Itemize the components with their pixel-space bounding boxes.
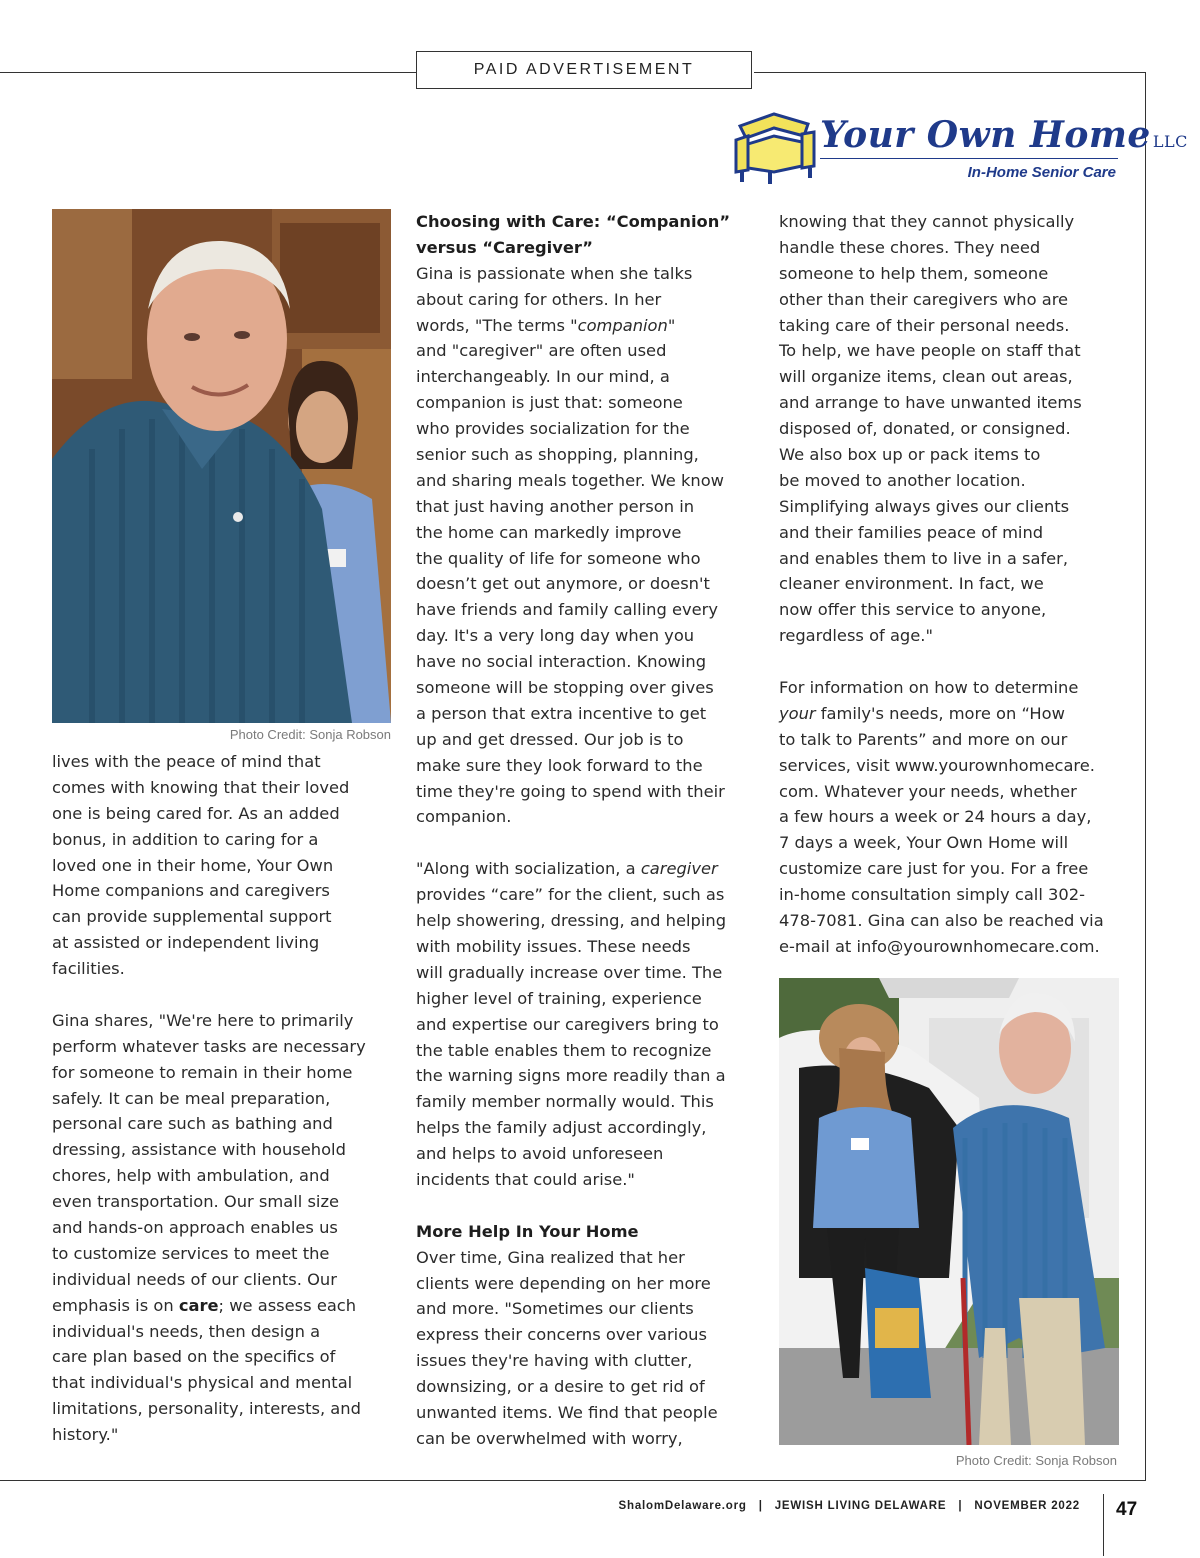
- mid-line-37: and helps to avoid unforeseen: [416, 1144, 664, 1164]
- right-line-20-b: family's needs, more on “How: [815, 703, 1065, 723]
- logo-tagline: In-Home Senior Care: [967, 164, 1116, 181]
- right-line-7: will organize items, clean out areas,: [779, 367, 1073, 387]
- left-line-19: and hands-on approach enables us: [52, 1218, 338, 1238]
- left-line-20: to customize services to meet the: [52, 1243, 330, 1263]
- mid-line-43: and more. "Sometimes our clients: [416, 1299, 694, 1319]
- left-line-21: individual needs of our clients. Our: [52, 1269, 337, 1289]
- right-paragraph-gap: [779, 649, 1129, 675]
- mid-line-15: doesn’t get out anymore, or doesn't: [416, 574, 710, 594]
- heading-more-help: More Help In Your Home: [416, 1221, 639, 1241]
- mid-line-19: someone will be stopping over gives: [416, 678, 714, 698]
- mid-line-5-b: ": [667, 315, 676, 335]
- left-line-22-a: emphasis is on: [52, 1295, 174, 1315]
- mid-line-42: clients were depending on her more: [416, 1273, 711, 1293]
- left-line-22: [52, 1293, 392, 1319]
- mid-line-22: make sure they look forward to the: [416, 755, 703, 775]
- mid-line-4: about caring for others. In her: [416, 289, 662, 309]
- mid-line-35: family member normally would. This: [416, 1092, 714, 1112]
- right-line-8: and arrange to have unwanted items: [779, 393, 1082, 413]
- mid-line-12: that just having another person in: [416, 496, 695, 516]
- left-line-26: limitations, personality, interests, and: [52, 1399, 361, 1419]
- left-line-22-b: ; we assess each: [218, 1295, 357, 1315]
- photo-caregiver-and-client-by-car: [779, 978, 1119, 1445]
- mid-line-7: interchangeably. In our mind, a: [416, 367, 670, 387]
- mid-line-32: and expertise our caregivers bring to: [416, 1014, 719, 1034]
- emphasis-care: care: [178, 1295, 219, 1315]
- right-line-17: regardless of age.": [779, 626, 933, 646]
- mid-paragraph-gap-1: [416, 830, 761, 856]
- left-line-15: personal care such as bathing and: [52, 1114, 333, 1134]
- mid-line-31: higher level of training, experience: [416, 988, 702, 1008]
- armchair-icon: [734, 110, 818, 186]
- page-number: 47: [1116, 1499, 1138, 1520]
- mid-line-8: companion is just that: someone: [416, 393, 683, 413]
- right-line-24: a few hours a week or 24 hours a day,: [779, 807, 1092, 827]
- left-line-27: history.": [52, 1425, 119, 1445]
- left-line-1: lives with the peace of mind that: [52, 752, 321, 771]
- photo-credit-bottom: Photo Credit: Sonja Robson: [955, 1453, 1117, 1468]
- mid-line-47: unwanted items. We find that people: [416, 1402, 718, 1422]
- mid-line-10: senior such as shopping, planning,: [416, 445, 699, 465]
- article-column-middle: [416, 209, 761, 1452]
- mid-line-13: the home can markedly improve: [416, 522, 682, 542]
- mid-line-11: and sharing meals together. We know: [416, 470, 724, 490]
- mid-line-20: a person that extra incentive to get: [416, 703, 707, 723]
- mid-line-6: and "caregiver" are often used: [416, 341, 667, 361]
- right-line-14: and enables them to live in a safer,: [779, 548, 1069, 568]
- right-line-20: [779, 701, 1129, 727]
- left-line-2: comes with knowing that their loved: [52, 777, 350, 797]
- footer-divider: [1103, 1494, 1104, 1556]
- left-line-18: even transportation. Our small size: [52, 1192, 340, 1212]
- footer-separator-1: |: [758, 1500, 763, 1512]
- mid-line-44: express their concerns over various: [416, 1325, 707, 1345]
- right-line-26: customize care just for you. For a free: [779, 859, 1089, 879]
- right-line-3: someone to help them, someone: [779, 263, 1049, 283]
- right-line-1: knowing that they cannot physically: [779, 212, 1075, 231]
- frame-right-rule: [1145, 72, 1146, 1480]
- mid-line-5: [416, 313, 761, 339]
- right-line-5: taking care of their personal needs.: [779, 315, 1070, 335]
- left-line-16: dressing, assistance with household: [52, 1140, 346, 1160]
- photo-older-man-with-caregiver: [52, 209, 391, 723]
- right-line-27: in-home consultation simply call 302-: [779, 885, 1085, 905]
- left-line-17: chores, help with ambulation, and: [52, 1166, 330, 1186]
- left-line-7: can provide supplemental support: [52, 907, 332, 927]
- left-line-4: bonus, in addition to caring for a: [52, 829, 319, 849]
- right-line-25: 7 days a week, Your Own Home will: [779, 833, 1069, 853]
- left-paragraph-gap: [52, 982, 392, 1008]
- right-line-11: be moved to another location.: [779, 470, 1026, 490]
- right-line-15: cleaner environment. In fact, we: [779, 574, 1044, 594]
- right-line-12: Simplifying always gives our clients: [779, 496, 1070, 516]
- frame-top-right-rule: [754, 72, 1146, 73]
- right-line-13: and their families peace of mind: [779, 522, 1044, 542]
- right-italic-your: your: [779, 703, 816, 723]
- logo-llc: LLC: [1152, 132, 1188, 151]
- left-line-8: at assisted or independent living: [52, 933, 320, 953]
- page-footer: [560, 1500, 1080, 1512]
- right-line-2: handle these chores. They need: [779, 237, 1041, 257]
- frame-top-left-rule: [0, 72, 416, 73]
- footer-site: ShalomDelaware.org: [618, 1500, 747, 1512]
- right-line-23: com. Whatever your needs, whether: [779, 781, 1077, 801]
- mid-line-28: help showering, dressing, and helping: [416, 911, 727, 931]
- mid-line-17: day. It's a very long day when you: [416, 626, 695, 646]
- left-line-14: safely. It can be meal preparation,: [52, 1088, 331, 1108]
- mid-line-23: time they're going to spend with their: [416, 781, 725, 801]
- company-logo: [734, 110, 1188, 186]
- right-line-22: services, visit www.yourownhomecare.: [779, 755, 1095, 775]
- mid-italic-caregiver: caregiver: [640, 859, 718, 879]
- right-line-28: 478-7081. Gina can also be reached via: [779, 911, 1104, 931]
- mid-line-26: [416, 856, 761, 882]
- heading-choosing-with-care-1: Choosing with Care: “Companion”: [416, 212, 731, 231]
- article-column-right: [779, 209, 1129, 960]
- right-line-6: To help, we have people on staff that: [779, 341, 1081, 361]
- mid-line-9: who provides socialization for the: [416, 419, 690, 439]
- footer-separator-2: |: [958, 1500, 963, 1512]
- logo-wordmark: [820, 114, 1188, 156]
- left-line-12: perform whatever tasks are necessary: [52, 1036, 366, 1056]
- mid-line-30: will gradually increase over time. The: [416, 962, 723, 982]
- logo-name: Your Own Home: [820, 114, 1151, 156]
- right-line-9: disposed of, donated, or consigned.: [779, 419, 1071, 439]
- mid-line-34: the warning signs more readily than a: [416, 1066, 726, 1086]
- left-line-13: for someone to remain in their home: [52, 1062, 353, 1082]
- frame-bottom-rule: [0, 1480, 1146, 1481]
- left-line-5: loved one in their home, Your Own: [52, 855, 334, 875]
- left-line-6: Home companions and caregivers: [52, 881, 330, 901]
- mid-line-24: companion.: [416, 807, 512, 827]
- mid-line-16: have friends and family calling every: [416, 600, 718, 620]
- right-line-21: to talk to Parents” and more on our: [779, 729, 1068, 749]
- mid-line-41: Over time, Gina realized that her: [416, 1247, 685, 1267]
- left-line-24: care plan based on the specifics of: [52, 1347, 336, 1367]
- left-line-25: that individual's physical and mental: [52, 1373, 353, 1393]
- left-line-3: one is being cared for. As an added: [52, 803, 340, 823]
- mid-line-5-a: words, "The terms ": [416, 315, 578, 335]
- mid-line-3: Gina is passionate when she talks: [416, 263, 693, 283]
- left-line-23: individual's needs, then design a: [52, 1321, 321, 1341]
- mid-italic-companion: companion: [577, 315, 668, 335]
- left-line-9: facilities.: [52, 959, 125, 979]
- mid-line-21: up and get dressed. Our job is to: [416, 729, 684, 749]
- right-line-4: other than their caregivers who are: [779, 289, 1069, 309]
- mid-line-14: the quality of life for someone who: [416, 548, 701, 568]
- mid-paragraph-gap-2: [416, 1193, 761, 1219]
- heading-choosing-with-care-2: versus “Caregiver”: [416, 237, 593, 257]
- mid-line-26-a: "Along with socialization, a: [416, 859, 636, 879]
- left-line-11: Gina shares, "We're here to primarily: [52, 1010, 354, 1030]
- mid-line-36: helps the family adjust accordingly,: [416, 1118, 707, 1138]
- right-line-19: For information on how to determine: [779, 678, 1079, 698]
- article-column-left: [52, 749, 392, 1448]
- mid-line-45: issues they're having with clutter,: [416, 1351, 693, 1371]
- logo-underline: [820, 158, 1118, 159]
- photo-credit-top: Photo Credit: Sonja Robson: [229, 727, 391, 742]
- mid-line-38: incidents that could arise.": [416, 1169, 635, 1189]
- right-line-16: now offer this service to anyone,: [779, 600, 1047, 620]
- mid-line-29: with mobility issues. These needs: [416, 936, 691, 956]
- right-line-10: We also box up or pack items to: [779, 445, 1041, 465]
- mid-line-48: can be overwhelmed with worry,: [416, 1428, 683, 1448]
- mid-line-33: the table enables them to recognize: [416, 1040, 712, 1060]
- paid-advertisement-label: PAID ADVERTISEMENT: [416, 51, 752, 89]
- right-line-29: e-mail at info@yourownhomecare.com.: [779, 936, 1100, 956]
- mid-line-27: provides “care” for the client, such as: [416, 885, 725, 905]
- footer-issue: NOVEMBER 2022: [974, 1500, 1080, 1512]
- mid-line-18: have no social interaction. Knowing: [416, 652, 707, 672]
- mid-line-46: downsizing, or a desire to get rid of: [416, 1377, 705, 1397]
- footer-publication: JEWISH LIVING DELAWARE: [774, 1500, 947, 1512]
